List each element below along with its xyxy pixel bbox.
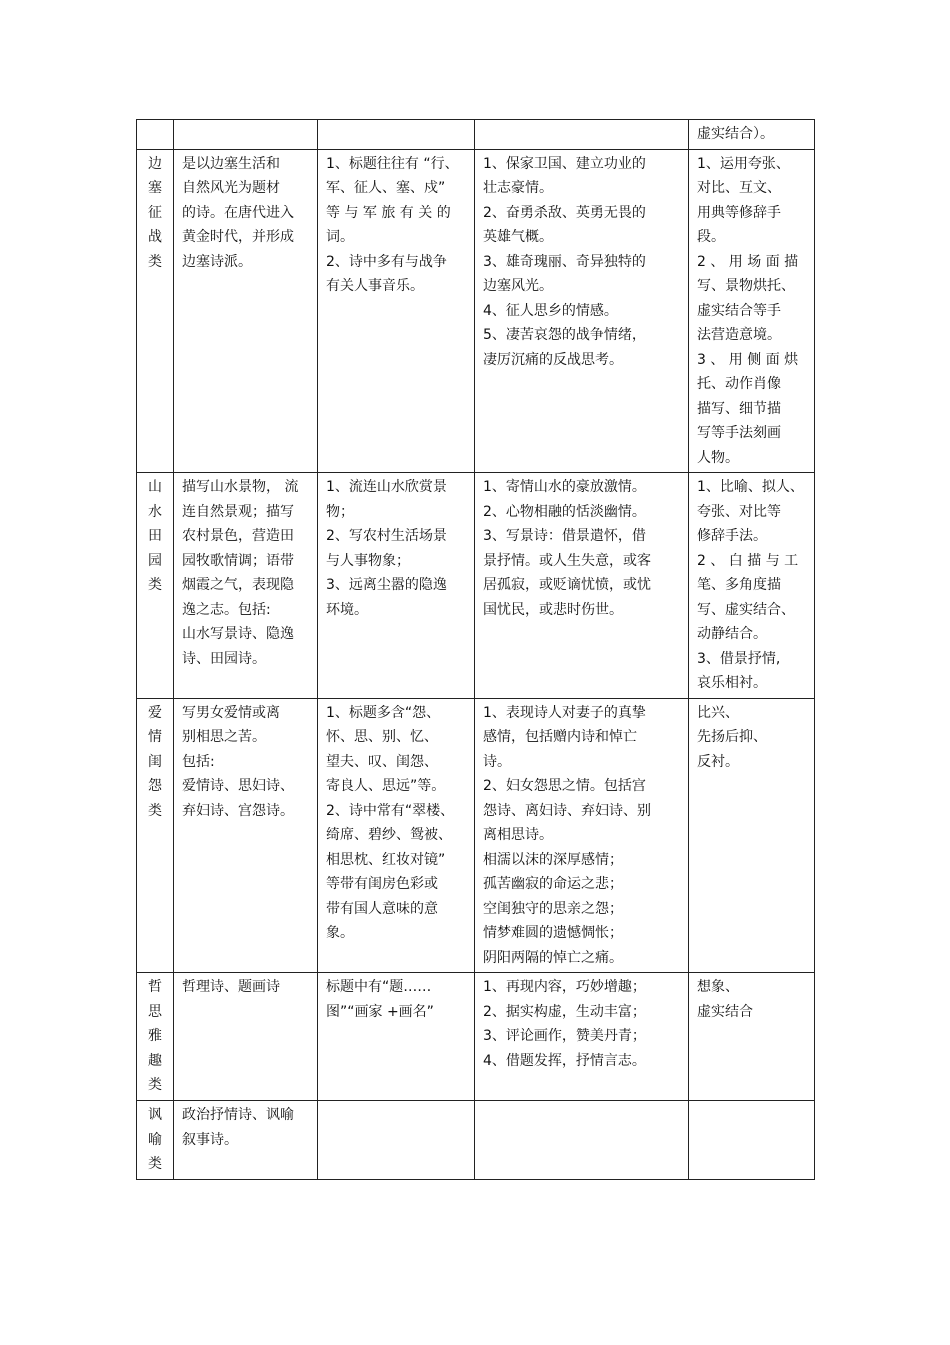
category-char: 类: [148, 1077, 162, 1093]
table-row: [137, 120, 815, 150]
definition-cell: [174, 973, 318, 1101]
table-cell-line: 物；: [326, 503, 354, 520]
table-row: [137, 973, 815, 1101]
techniques-cell: [689, 698, 815, 973]
table-cell-line: 连自然景观；描写: [182, 503, 294, 520]
table-cell-line: 诗。: [483, 753, 511, 770]
table-cell-line: 笔、多角度描: [697, 577, 781, 593]
category-cell: [137, 473, 174, 699]
category-char: 喻: [148, 1131, 162, 1148]
techniques-cell: [689, 120, 815, 150]
definition-cell: [174, 120, 318, 150]
table-cell-line: 空闺独守的思亲之怨；: [483, 900, 623, 917]
table-cell-line: 情梦难圆的遗憾惆怅；: [483, 925, 623, 941]
table-cell-line: 1、表现诗人对妻子的真挚: [483, 704, 646, 721]
category-char: 水: [148, 503, 162, 520]
table-cell-line: 是以边塞生活和: [182, 155, 280, 172]
techniques-cell: [689, 973, 815, 1101]
content-themes-cell: [475, 698, 689, 973]
table-cell-line: 等带有闺房色彩或: [326, 876, 438, 892]
table-cell-line: 与人事物象；: [326, 552, 410, 569]
table-cell-line: 4、借题发挥，抒情言志。: [483, 1052, 646, 1069]
table-cell-line: 想象、: [697, 979, 739, 995]
content-themes-cell: [475, 149, 689, 473]
category-char: 征: [148, 204, 162, 221]
category-cell: [137, 1101, 174, 1180]
definition-cell: [174, 1101, 318, 1180]
table-cell-line: 等 与 军 旅 有 关 的: [326, 204, 451, 221]
table-cell-line: 景抒情。或人生失意，或客: [483, 552, 651, 569]
table-cell-line: 边塞风光。: [483, 278, 553, 294]
category-char: 边: [148, 155, 162, 172]
table-cell-line: 反衬。: [697, 753, 739, 770]
table-cell-line: 3 、 用 侧 面 烘: [697, 351, 799, 368]
table-cell-line: 凄厉沉痛的反战思考。: [483, 351, 623, 368]
table-cell-line: 叙事诗。: [182, 1131, 238, 1148]
table-cell-line: 有关人事音乐。: [326, 278, 424, 294]
table-row: [137, 473, 815, 699]
title-features-cell: [318, 149, 475, 473]
title-features-cell: [318, 473, 475, 699]
category-cell: [137, 120, 174, 150]
table-cell-line: 4、征人思乡的情感。: [483, 302, 618, 319]
category-char: 情: [148, 729, 162, 745]
table-cell-line: 用典等修辞手: [697, 204, 781, 221]
table-cell-line: 的诗。在唐代进入: [182, 204, 294, 221]
table-cell-line: 绮席、碧纱、鸳被、: [326, 827, 452, 843]
table-cell-line: 1、再现内容，巧妙增趣；: [483, 979, 646, 995]
table-cell-line: 2、心物相融的恬淡幽情。: [483, 503, 646, 520]
table-cell-line: 2 、 白 描 与 工: [697, 552, 799, 569]
content-themes-cell: [475, 973, 689, 1101]
table-cell-line: 5、凄苦哀怨的战争情绪，: [483, 327, 646, 343]
category-char: 闺: [148, 753, 162, 770]
table-cell-line: 烟霞之气，表现隐: [182, 577, 294, 593]
techniques-cell: [689, 149, 815, 473]
table-cell-line: 包括:: [182, 753, 215, 770]
category-char: 类: [148, 802, 162, 819]
table-cell-line: 1、标题多含“怨、: [326, 704, 441, 721]
table-cell-line: 虚实结合）。: [697, 126, 774, 142]
table-cell-line: 望夫、叹、闺怨、: [326, 753, 438, 770]
table-cell-line: 2、奋勇杀敌、英勇无畏的: [483, 204, 646, 221]
category-char: 田: [148, 528, 162, 544]
table-cell-line: 相濡以沫的深厚感情；: [483, 851, 623, 868]
content-themes-cell: [475, 473, 689, 699]
title-features-cell: [318, 698, 475, 973]
table-cell-line: 描写山水景物， 流: [182, 479, 299, 495]
table-cell-line: 居孤寂，或贬谪忧愤，或忧: [483, 577, 651, 593]
category-char: 类: [148, 577, 162, 593]
table-cell-line: 黄金时代，并形成: [182, 229, 294, 245]
category-char: 塞: [148, 180, 162, 196]
title-features-cell: [318, 1101, 475, 1180]
table-cell-line: 动静结合。: [697, 626, 767, 642]
table-cell-line: 1、标题往往有 “行、: [326, 155, 459, 172]
table-cell-line: 3、借景抒情,: [697, 650, 781, 667]
category-char: 雅: [148, 1028, 162, 1044]
table-cell-line: 虚实结合等手: [697, 302, 781, 319]
table-cell-line: 虚实结合: [697, 1003, 753, 1020]
table-cell-line: 写男女爱情或离: [182, 704, 280, 721]
table-cell-line: 1、寄情山水的豪放激情。: [483, 479, 646, 495]
table-body: [137, 120, 815, 1180]
table-cell-line: 园牧歌情调；语带: [182, 552, 294, 569]
category-char: 山: [148, 479, 162, 495]
table-cell-line: 2、诗中多有与战争: [326, 253, 447, 270]
table-cell-line: 人物。: [697, 449, 739, 466]
table-cell-line: 相思枕、红妆对镜”: [326, 851, 446, 868]
table-cell-line: 2、据实构虚，生动丰富；: [483, 1003, 646, 1020]
category-char: 爱: [148, 704, 162, 721]
table-cell-line: 自然风光为题材: [182, 180, 280, 196]
table-row: [137, 149, 815, 473]
table-cell-line: 哲理诗、题画诗: [182, 979, 280, 995]
table-cell-line: 农村景色，营造田: [182, 528, 294, 544]
table-cell-line: 写、虚实结合、: [697, 601, 795, 618]
table-cell-line: 对比、互文、: [697, 180, 781, 196]
table-cell-line: 政治抒情诗、讽喻: [182, 1107, 294, 1123]
table-cell-line: 爱情诗、思妇诗、: [182, 778, 294, 794]
table-row: [137, 1101, 815, 1180]
definition-cell: [174, 473, 318, 699]
table-cell-line: 带有国人意味的意: [326, 900, 438, 917]
category-cell: [137, 973, 174, 1101]
table-cell-line: 1、比喻、拟人、: [697, 479, 804, 495]
table-cell-line: 怀、思、别、忆、: [326, 729, 438, 745]
title-features-cell: [318, 120, 475, 150]
category-char: 类: [148, 253, 162, 270]
table-cell-line: 3、写景诗：借景遣怀，借: [483, 528, 646, 544]
table-cell-line: 词。: [326, 229, 354, 245]
table-cell-line: 3、远离尘嚣的隐逸: [326, 577, 447, 593]
table-cell-line: 军、征人、塞、戍”: [326, 180, 446, 196]
title-features-cell: [318, 973, 475, 1101]
techniques-cell: [689, 1101, 815, 1180]
table-cell-line: 先扬后抑、: [697, 729, 767, 745]
table-cell-line: 图”“画家 +画名”: [326, 1003, 434, 1020]
table-cell-line: 3、评论画作，赞美丹青；: [483, 1028, 646, 1044]
table-cell-line: 2 、 用 场 面 描: [697, 253, 799, 270]
table-cell-line: 环境。: [326, 601, 368, 618]
category-char: 怨: [148, 778, 162, 794]
table-cell-line: 壮志豪情。: [483, 180, 553, 196]
table-cell-line: 国忧民，或悲时伤世。: [483, 601, 623, 618]
table-cell-line: 1、保家卫国、建立功业的: [483, 155, 646, 172]
category-char: 园: [148, 552, 162, 569]
category-char: 趣: [148, 1052, 162, 1069]
table-cell-line: 诗、田园诗。: [182, 650, 266, 667]
table-cell-line: 写、景物烘托、: [697, 278, 795, 294]
table-cell-line: 感情，包括赠内诗和悼亡: [483, 729, 637, 745]
table-cell-line: 3、雄奇瑰丽、奇异独特的: [483, 253, 646, 270]
table-cell-line: 象。: [326, 925, 354, 941]
table-cell-line: 2、写农村生活场景: [326, 528, 447, 544]
poetry-classification-table: [136, 119, 815, 1180]
table-cell-line: 山水写景诗、隐逸: [182, 626, 294, 642]
table-cell-line: 2、妇女怨思之情。包括宫: [483, 778, 646, 794]
table-cell-line: 比兴、: [697, 704, 739, 721]
definition-cell: [174, 698, 318, 973]
category-char: 类: [148, 1156, 162, 1172]
table-cell-line: 1、流连山水欣赏景: [326, 479, 447, 495]
table-row: [137, 698, 815, 973]
table-cell-line: 离相思诗。: [483, 827, 553, 843]
table-cell-line: 边塞诗派。: [182, 253, 252, 270]
table-cell-line: 弃妇诗、宫怨诗。: [182, 802, 294, 819]
definition-cell: [174, 149, 318, 473]
table-cell-line: 标题中有“题……: [326, 979, 432, 995]
table-cell-line: 托、动作肖像: [697, 376, 781, 392]
table-cell-line: 哀乐相衬。: [697, 675, 767, 691]
category-char: 哲: [148, 979, 162, 995]
table-cell-line: 法营造意境。: [697, 327, 781, 343]
category-char: 思: [148, 1003, 162, 1020]
category-char: 战: [148, 229, 162, 245]
table-cell-line: 阴阳两隔的悼亡之痛。: [483, 949, 623, 966]
table-cell-line: 孤苦幽寂的命运之悲；: [483, 876, 623, 892]
content-themes-cell: [475, 120, 689, 150]
table-cell-line: 描写、细节描: [697, 400, 781, 417]
category-char: 讽: [148, 1107, 162, 1123]
table-cell-line: 2、诗中常有“翠楼、: [326, 802, 455, 819]
category-cell: [137, 149, 174, 473]
table-cell-line: 英雄气概。: [483, 229, 553, 245]
content-themes-cell: [475, 1101, 689, 1180]
techniques-cell: [689, 473, 815, 699]
category-cell: [137, 698, 174, 973]
table-cell-line: 修辞手法。: [697, 528, 767, 544]
table-cell-line: 写等手法刻画: [697, 425, 781, 441]
table-cell-line: 寄良人、思远”等。: [326, 778, 446, 794]
table-cell-line: 别相思之苦。: [182, 729, 266, 745]
table-cell-line: 怨诗、离妇诗、弃妇诗、别: [483, 802, 651, 819]
table-cell-line: 段。: [697, 229, 725, 245]
table-cell-line: 夸张、对比等: [697, 503, 781, 520]
table-cell-line: 逸之志。包括:: [182, 601, 271, 618]
table-cell-line: 1、运用夸张、: [697, 155, 790, 172]
